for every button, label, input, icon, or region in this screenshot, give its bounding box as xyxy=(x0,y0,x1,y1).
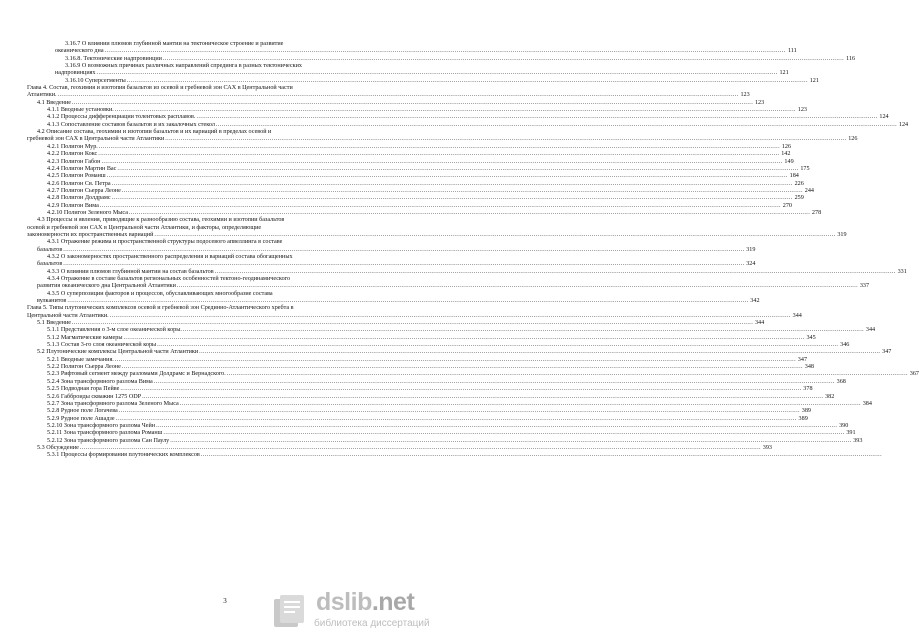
dot-leader xyxy=(122,188,803,195)
toc-page-number: 123 xyxy=(797,107,807,114)
toc-entry-title: 5.1 Введение xyxy=(37,320,71,327)
toc-page-number: 126 xyxy=(848,136,858,143)
dot-leader xyxy=(196,114,877,121)
toc-page-number: 124 xyxy=(898,121,909,128)
dslib-logo-icon xyxy=(272,593,308,629)
dot-leader xyxy=(183,327,864,334)
toc-page-number: 121 xyxy=(779,70,789,77)
dot-leader xyxy=(100,203,781,210)
dslib-brand xyxy=(316,588,414,617)
toc-entry-title: 4.2.9 Полигон Вима xyxy=(47,202,99,209)
toc-page-number: 368 xyxy=(836,378,846,385)
toc-entry-title: 5.2.5 Подводная гора Пейве xyxy=(47,386,120,393)
toc-page-number: 348 xyxy=(804,364,814,371)
dot-leader xyxy=(157,342,838,349)
toc-entry[interactable] xyxy=(27,151,791,158)
toc-entry-title: 4.2.5 Полигон Романш xyxy=(47,173,106,180)
dot-leader xyxy=(165,136,846,143)
dot-leader xyxy=(63,247,744,254)
toc-page-number: 378 xyxy=(803,386,813,393)
toc-entry-title: 4.1 Введение xyxy=(37,99,71,106)
dot-leader xyxy=(98,151,779,158)
toc-page-number: 390 xyxy=(839,422,849,429)
dslib-subtitle: библиотека диссертаций xyxy=(314,618,430,629)
toc-entry[interactable] xyxy=(27,452,430,459)
toc-entry[interactable] xyxy=(27,143,792,151)
toc-page-number: 226 xyxy=(794,180,804,187)
toc-entry[interactable] xyxy=(27,276,870,291)
toc-page-number: 344 xyxy=(792,312,802,319)
toc-entry[interactable] xyxy=(27,290,760,306)
toc-entry-title: 4.2 Описание состава, геохимии и изотопии базальтов и их вариаций в пределах осевой и xyxy=(37,129,272,136)
toc-entry-title: 5.1.3 Состав 3-го слоя океанической коры xyxy=(47,342,157,349)
toc-entry-title: Глава 5. Типы плутонических комплексов осевой и гребневой зон Срединно-Атлантического хребта в xyxy=(27,305,294,312)
toc-page-number: 389 xyxy=(798,415,808,422)
dot-leader xyxy=(105,48,786,55)
dot-leader xyxy=(115,357,796,364)
toc-page-number: 244 xyxy=(804,187,814,194)
toc-entry-title: 4.1.3 Сопоставление составов базальтов и их закалочных стекол xyxy=(47,121,215,128)
toc-entry[interactable] xyxy=(27,253,756,269)
dot-leader xyxy=(112,181,793,188)
toc-page-number: 149 xyxy=(784,158,794,165)
toc-page-number: 111 xyxy=(787,48,797,55)
dslib-watermark xyxy=(272,588,450,637)
toc-page-number: 342 xyxy=(750,298,760,305)
toc-entry-title: 4.2.2 Полигон Кокс xyxy=(47,151,98,158)
toc-page-number: 270 xyxy=(782,202,792,209)
dslib-brand-name: dslib xyxy=(316,588,372,616)
dot-leader xyxy=(112,195,793,202)
toc-entry[interactable] xyxy=(27,217,847,239)
dot-leader xyxy=(115,107,796,114)
toc-entry-title: Атлантики. xyxy=(27,92,57,99)
table-of-contents xyxy=(27,41,919,460)
toc-entry-title: 4.2.8 Полигон Долдрамс xyxy=(47,195,111,202)
dot-leader xyxy=(156,423,837,430)
dot-leader xyxy=(119,408,800,415)
toc-entry-title: 4.2.4 Полигон Мартин Вас xyxy=(47,165,117,172)
dot-leader xyxy=(117,166,798,173)
toc-entry[interactable] xyxy=(27,356,808,364)
toc-entry-title: 5.2 Плутонические комплексы Центральной части Атлантики xyxy=(37,349,199,356)
toc-entry[interactable] xyxy=(27,173,799,180)
toc-entry[interactable] xyxy=(27,195,804,202)
toc-entry-title: 5.1.2 Магматические камеры xyxy=(47,334,123,341)
toc-entry[interactable] xyxy=(27,430,856,437)
toc-entry-title: 4.3.5 О суперпозиции факторов и процессов, обуславливающих многообразие состава xyxy=(47,290,273,297)
toc-entry[interactable] xyxy=(27,239,756,254)
toc-page-number: 344 xyxy=(865,327,876,334)
toc-page-number: 384 xyxy=(862,400,872,407)
toc-entry[interactable] xyxy=(27,77,819,85)
toc-entry-title: 5.2.8 Рудное поле Логачева xyxy=(47,408,118,415)
toc-entry-title: 5.2.10 Зона трансформного разлома Чейн xyxy=(47,422,156,429)
toc-entry-title: 5.3.1 Процессы формирования плутонических комплексов xyxy=(47,452,200,459)
dot-leader xyxy=(199,349,880,356)
dot-leader xyxy=(101,159,782,166)
toc-entry-title: 4.2.7 Полигон Сьерра Леоне xyxy=(47,187,121,194)
dot-leader xyxy=(170,438,851,445)
toc-entry[interactable] xyxy=(27,180,804,188)
toc-page-number: 123 xyxy=(740,92,750,99)
toc-entry[interactable] xyxy=(27,129,858,144)
toc-entry-title: закономерности их пространственных вариаций xyxy=(27,231,154,238)
toc-entry-title: 4.3.4 Отражение в составе базальтов региональных особенностей тектоно-геодинамического xyxy=(47,276,291,282)
toc-entry-title: 4.3.1 Отражение режима и пространственной структуры подосевого апвеллинга в составе xyxy=(47,239,283,246)
toc-page-number: 331 xyxy=(897,268,907,275)
toc-entry[interactable] xyxy=(27,437,863,445)
toc-entry-title: 5.2.4 Зона трансформного разлома Вима xyxy=(47,378,153,385)
toc-entry-title: осевой и гребневой зон САХ в Центральной части Атлантики, и факторы, определяющие xyxy=(27,224,262,231)
dot-leader xyxy=(107,173,788,180)
toc-entry[interactable] xyxy=(27,85,750,100)
toc-entry-title: 5.3 Обсуждение xyxy=(37,444,79,451)
toc-page-number: 393 xyxy=(853,437,863,444)
toc-entry-title: 5.2.2 Полигон Сьерра Леоне xyxy=(47,364,121,371)
toc-entry[interactable] xyxy=(27,400,872,408)
toc-entry-title: 5.2.12 Зона трансформного разлома Сан Паулу xyxy=(47,437,170,444)
toc-entry-title: гребневой зон САХ в Центральной части Атлантики xyxy=(27,136,165,143)
toc-page-number: 142 xyxy=(781,151,791,158)
toc-entry-title: 4.1.2 Процессы дифференциации толеитовых расплавов. xyxy=(47,114,196,121)
dot-leader xyxy=(123,335,804,342)
dot-leader xyxy=(72,100,753,107)
toc-page-number: 344 xyxy=(754,320,765,327)
toc-entry-title: базальтов xyxy=(37,246,63,253)
toc-entry-title: 5.2.1 Вводные замечания. xyxy=(47,356,114,363)
toc-entry[interactable] xyxy=(27,158,794,166)
toc-entry[interactable] xyxy=(27,114,889,121)
toc-page-number: 319 xyxy=(746,246,756,253)
toc-entry-title: базальтов xyxy=(37,261,63,268)
toc-page-number: 382 xyxy=(825,393,835,400)
dot-leader xyxy=(142,394,823,401)
toc-entry[interactable] xyxy=(27,63,789,78)
toc-page-number: 346 xyxy=(840,342,850,349)
toc-entry[interactable] xyxy=(27,334,816,342)
dot-leader xyxy=(154,379,835,386)
toc-page-number: 184 xyxy=(789,173,799,180)
toc-entry-title: 5.2.7 Зона трансформного разлома Зеленого Мыса xyxy=(47,400,179,407)
toc-page-number: 337 xyxy=(859,283,870,290)
toc-entry-title: 4.2.10 Полигон Зеленого Мыса xyxy=(47,209,128,216)
toc-entry-title: 3.16.7 О влиянии плюмов глубинной мантии на тектоническое строение и развитие xyxy=(65,41,284,47)
toc-entry[interactable] xyxy=(27,371,919,378)
toc-page-number: 393 xyxy=(762,444,772,451)
toc-page-number: 347 xyxy=(797,356,808,363)
toc-entry-title: 5.2.6 Габброиды скважин 1275 ODP xyxy=(47,393,142,400)
toc-entry-title: океанического дна xyxy=(55,48,104,55)
dot-leader xyxy=(63,261,744,268)
toc-page-number: 278 xyxy=(811,209,822,216)
toc-entry-title: развития океанического дна Центральной Атлантики xyxy=(37,283,176,290)
toc-page-number: 116 xyxy=(846,55,856,62)
toc-entry-title: 3.16.9 О возможных причинах различных направлений спрединга в разных тектонических xyxy=(65,63,302,70)
toc-entry[interactable] xyxy=(27,408,811,415)
toc-page-number: 389 xyxy=(801,408,811,415)
dot-leader xyxy=(163,56,844,63)
toc-entry-title: Глава 4. Состав, геохимия и изотопия базальтов из осевой и гребневой зон САХ в Центральной части xyxy=(27,85,293,92)
toc-entry[interactable] xyxy=(27,327,876,334)
toc-page-number: 319 xyxy=(837,231,847,238)
toc-page-number: 347 xyxy=(882,349,892,356)
toc-page-number: 345 xyxy=(806,334,816,341)
dot-leader xyxy=(163,430,844,437)
toc-entry[interactable] xyxy=(27,41,797,56)
toc-page-number: 121 xyxy=(809,77,819,84)
toc-entry[interactable] xyxy=(27,268,907,276)
toc-entry[interactable] xyxy=(27,55,856,63)
toc-entry[interactable] xyxy=(27,415,808,423)
toc-entry-title: 5.1.1 Представления о 3-м слое океанической коры. xyxy=(47,327,182,334)
toc-page-number: 391 xyxy=(846,430,856,437)
toc-entry[interactable] xyxy=(27,187,814,195)
toc-page-number: 367 xyxy=(909,371,919,378)
toc-entry-title: 3.16.8. Тектонические надпровинции xyxy=(65,55,162,62)
toc-entry-title: 4.2.3 Полигон Габон xyxy=(47,158,101,165)
dot-leader xyxy=(180,401,861,408)
dot-leader xyxy=(58,92,739,99)
toc-page-number: 124 xyxy=(879,114,889,121)
toc-entry-title: 4.1.1 Вводные установки. xyxy=(47,107,114,114)
toc-entry-title: 5.2.9 Рудное поле Ашадзе xyxy=(47,415,115,422)
dot-leader xyxy=(99,144,780,151)
toc-page-number: 259 xyxy=(794,195,804,202)
dot-leader xyxy=(201,452,882,459)
toc-entry-title: 4.3.3 О влиянии плюмов глубинной мантии на состав базальтов xyxy=(47,268,214,275)
toc-entry[interactable] xyxy=(27,386,813,393)
toc-entry-title: 4.3 Процессы и явления, приводящие к разнообразию состава, геохимии и изотопии базальтов xyxy=(37,217,285,224)
toc-entry[interactable] xyxy=(27,202,792,210)
dot-leader xyxy=(127,78,808,85)
toc-entry-title: Центральной части Атлантики. xyxy=(27,312,109,319)
dot-leader xyxy=(97,70,778,77)
toc-entry[interactable] xyxy=(27,349,892,356)
toc-page-number: 175 xyxy=(800,165,810,172)
dslib-brand-tld: .net xyxy=(371,588,415,616)
toc-entry[interactable] xyxy=(27,305,802,320)
dot-leader xyxy=(216,122,897,129)
toc-entry-title: 4.2.6 Полигон Св. Петра xyxy=(47,180,111,187)
dot-leader xyxy=(227,371,908,378)
toc-entry[interactable] xyxy=(27,165,810,173)
toc-entry-title: вулканитов xyxy=(37,298,67,305)
dot-leader xyxy=(120,386,801,393)
toc-entry-title: надпровинциях xyxy=(55,70,96,77)
toc-page-number: 324 xyxy=(746,261,756,268)
dot-leader xyxy=(215,269,896,276)
toc-entry-title: 4.3.2 О закономерностях пространственного распределения и вариаций состава обогащенных xyxy=(47,253,293,260)
toc-page-number: 123 xyxy=(754,99,765,106)
toc-entry-title: 3.16.10 Суперсегменты xyxy=(65,77,126,84)
toc-entry-title: 5.2.11 Зона трансформного разлома Романш xyxy=(47,430,163,437)
toc-entry[interactable] xyxy=(27,99,765,107)
page-number: 3 xyxy=(223,597,227,605)
toc-entry-title: 4.2.1 Полигон Мур. xyxy=(47,143,98,150)
dot-leader xyxy=(177,283,858,290)
toc-entry-title: 5.2.3 Рифтовый сегмент между разломами Долдрамс и Вернадского. xyxy=(47,371,226,378)
toc-page-number: 126 xyxy=(781,143,792,150)
dot-leader xyxy=(110,313,791,320)
toc-entry[interactable] xyxy=(27,393,835,401)
dot-leader xyxy=(116,416,797,423)
